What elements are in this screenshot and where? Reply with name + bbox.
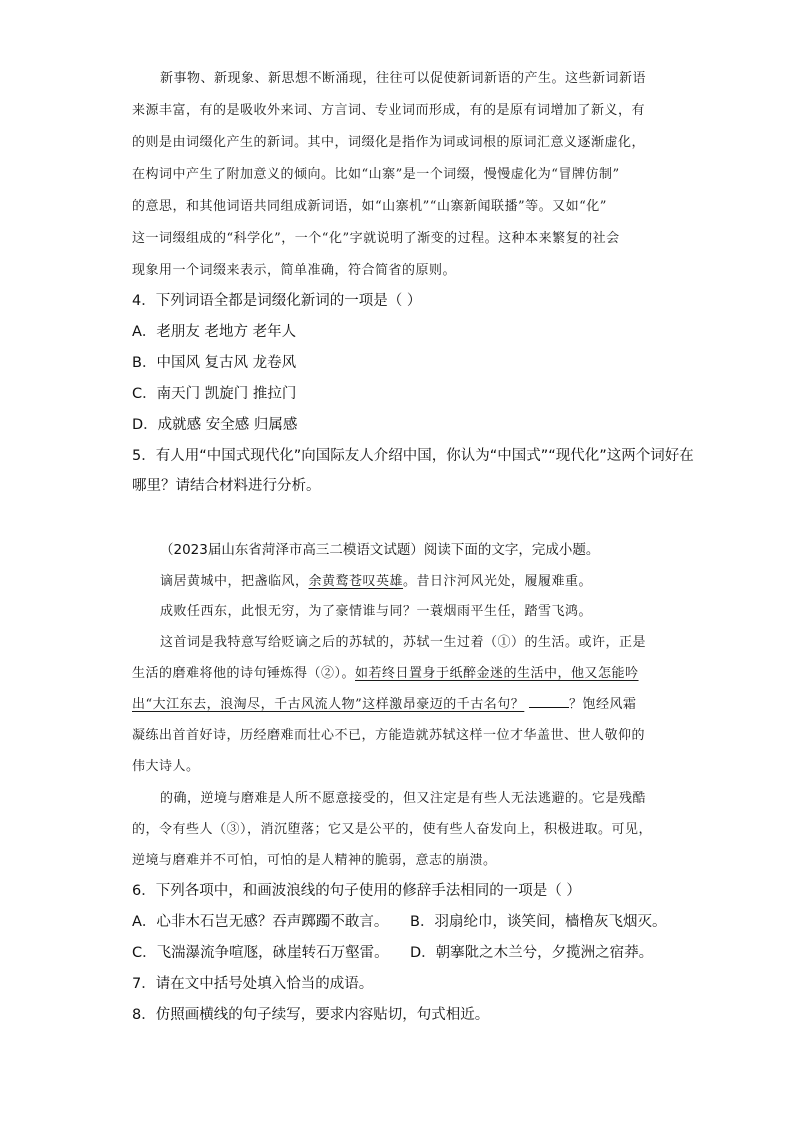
question-4-option-d: D．成就感 安全感 归属感	[132, 417, 298, 433]
passage2-line-3	[132, 693, 636, 712]
passage2-line-5: 伟大诗人。	[132, 759, 200, 774]
question-4-stem: 4．下列词语全都是词缀化新词的一项是（ ）	[132, 293, 422, 309]
question-4-option-b: B．中国风 复古风 龙卷风	[132, 355, 297, 371]
poem-line-1-start: 谪居黄城中，把盏临风，	[160, 574, 309, 589]
poem-line-1-end: 。昔日汴河风光处，履履难重。	[403, 574, 593, 589]
passage1-line-1: 新事物、新现象、新思想不断涌现，往往可以促使新词新语的产生。这些新词新语	[160, 71, 647, 86]
passage1-line-6: 这一词缀组成的“科学化”，一个“化”字就说明了渐变的过程。这种本来繁复的社会	[132, 231, 620, 246]
fill-in-blank	[529, 695, 569, 708]
passage1-line-2: 来源丰富，有的是吸收外来词、方言词、专业词而形成，有的是原有词增加了新义，有	[132, 103, 646, 118]
passage2-line-7: 的，令有些人（③），消沉堕落；它又是公平的，使有些人奋发向上，积极进取。可见，	[132, 822, 653, 837]
passage2-line-4: 凝练出首首好诗，历经磨难而壮心不已，方能造就苏轼这样一位才华盖世、世人敬仰的	[132, 728, 646, 743]
poem-line-2: 成败任西东，此恨无穷，为了豪情谁与同？一蓑烟雨平生任，踏雪飞鸿。	[160, 604, 593, 619]
passage1-line-3: 的则是由词缀化产生的新词。其中，词缀化是指作为词或词根的原词汇意义逐渐虚化，	[132, 135, 646, 150]
passage1-line-7: 现象用一个词缀来表示，简单准确，符合简省的原则。	[132, 263, 457, 278]
poem-line-1	[160, 570, 592, 589]
question-6-option-c: C．飞湍瀑流争喧豗，砯崖转石万壑雷。	[132, 945, 389, 961]
passage2-line-3-end: ？饱经风霜	[568, 697, 637, 712]
passage1-line-4: 在构词中产生了附加意义的倾向。比如“山寨”是一个词缀，慢慢虚化为“冒牌仿制”	[132, 167, 620, 182]
question-5-line-1: 5．有人用“中国式现代化”向国际友人介绍中国，你认为“中国式”“现代化”这两个词好在	[132, 448, 694, 464]
passage1-line-5: 的意思，和其他词语共同组成新词语，如“山寨机”“山寨新闻联播”等。又如“化”	[132, 199, 607, 214]
question-4-option-c: C．南天门 凯旋门 推拉门	[132, 386, 297, 402]
source-heading: （2023届山东省菏泽市高三二模语文试题）阅读下面的文字，完成小题。	[160, 542, 600, 558]
question-6-option-d: D．朝搴阰之木兰兮，夕揽洲之宿莽。	[410, 945, 654, 961]
passage2-line-6: 的确，逆境与磨难是人所不愿意接受的，但又注定是有些人无法逃避的。它是残酷	[160, 791, 647, 806]
passage2-line-8: 逆境与磨难并不可怕，可怕的是人精神的脆弱，意志的崩溃。	[132, 853, 497, 868]
question-4-option-a: A．老朋友 老地方 老年人	[132, 324, 297, 340]
underlined-sentence-part-2: 出“大江东去，浪淘尽，千古风流人物”这样激昂豪迈的千古名句？	[132, 697, 525, 712]
question-6-stem: 6．下列各项中，和画波浪线的句子使用的修辞手法相同的一项是（ ）	[132, 883, 581, 899]
question-6-option-a: A．心非木石岂无感？吞声踯躅不敢言。	[132, 914, 389, 930]
question-6-option-b: B．羽扇纶巾，谈笑间，樯橹灰飞烟灭。	[410, 914, 667, 930]
poem-underlined-phrase: 余黄鹜苍叹英雄	[308, 574, 404, 589]
question-5-line-2: 哪里？请结合材料进行分析。	[132, 478, 321, 494]
passage2-line-2	[132, 662, 639, 681]
underlined-sentence-part-1: 如若终日置身于纸醉金迷的生活中，他又怎能吟	[355, 666, 639, 681]
question-7: 7．请在文中括号处填入恰当的成语。	[132, 976, 374, 992]
question-8: 8．仿照画横线的句子续写，要求内容贴切，句式相近。	[132, 1007, 490, 1023]
passage2-line-2-start: 生活的磨难将他的诗句锤炼得（②）。	[132, 666, 356, 681]
passage2-line-1: 这首词是我特意写给贬谪之后的苏轼的，苏轼一生过着（①）的生活。或许，正是	[160, 635, 647, 650]
